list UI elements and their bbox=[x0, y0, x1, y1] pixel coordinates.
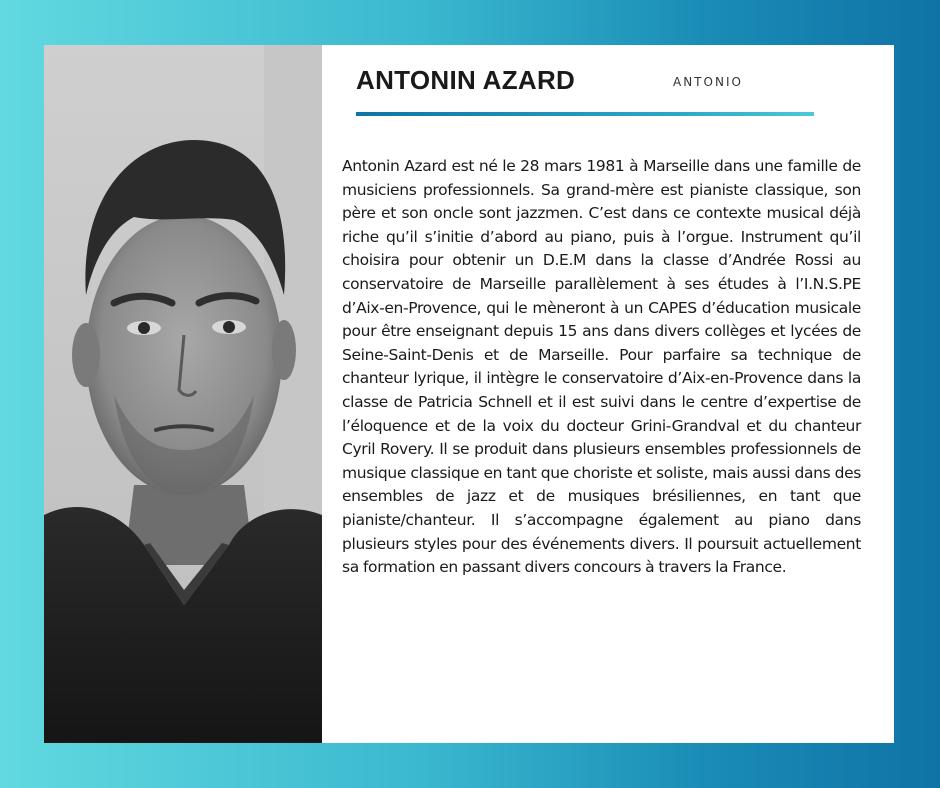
biography-text: Antonin Azard est né le 28 mars 1981 à Marseille dans une famille de musiciens professionnels. Sa grand-mère est pianiste classique, son père et son oncle sont jazzmen. C’est dans ce contexte musical déjà riche qu’il s’initie d’abord au piano, puis à l’orgue. Instrument qu’il choisira pour obtenir un D.E.M dans la classe d’Andrée Rossi au conservatoire de Marseille parallèlement à ses études à l’I.N.S.PE d’Aix-en-Provence, qui le mèneront à un CAPES d’éducation musicale pour être enseignant depuis 15 ans dans divers collèges et lycées de Seine-Saint-Denis et de Marseille. Pour parfaire sa technique de chanteur lyrique, il intègre le conservatoire d’Aix-en-Provence dans la classe de Patricia Schnell et il est suivi dans le centre d’expertise de l’éloquence et de la voix du docteur Grini-Grandval et du chanteur Cyril Rovery. Il se produit dans plusieurs ensembles professionnels de musique classique en tant que choriste et soliste, mais aussi dans des ensembles de jazz et de musiques brésiliennes, en tant que pianiste/chanteur. Il s’accompagne également au piano dans plusieurs styles pour des événements divers. Il poursuit actuellement sa formation en passant divers concours à travers la France. bbox=[342, 157, 861, 577]
portrait-photo bbox=[44, 45, 322, 743]
profile-content bbox=[342, 45, 862, 743]
person-nickname: ANTONIO bbox=[673, 75, 743, 89]
profile-card bbox=[44, 45, 894, 743]
title-underline bbox=[356, 112, 814, 116]
person-name: ANTONIN AZARD bbox=[356, 65, 576, 95]
